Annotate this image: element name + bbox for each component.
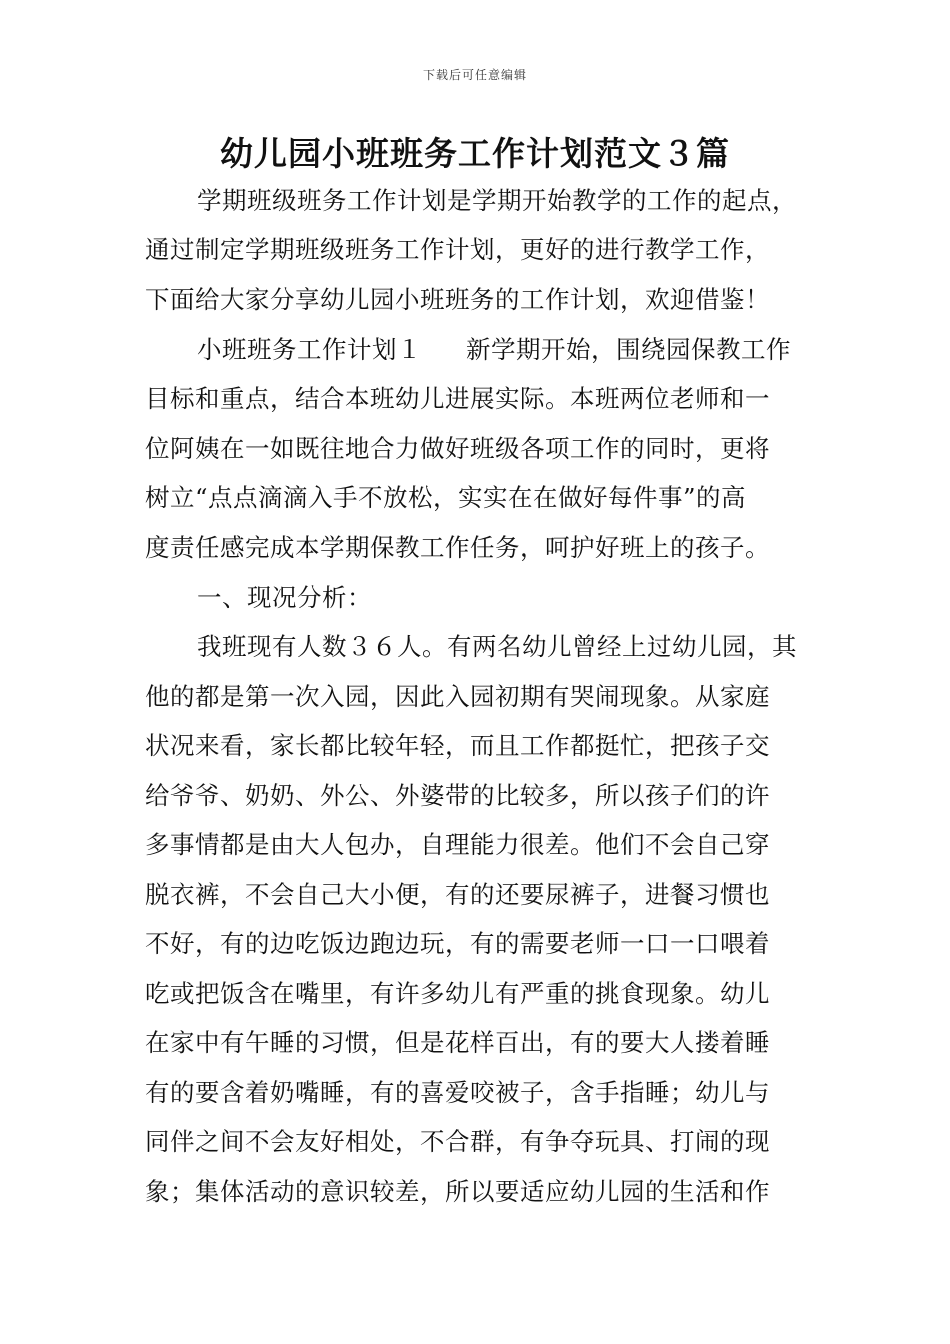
section1-line: 脱衣裤，不会自己大小便，有的还要尿裤子，进餐习惯也 xyxy=(145,880,770,909)
section1-line: 他的都是第一次入园，因此入园初期有哭闹现象。从家庭 xyxy=(145,682,770,711)
intro-line: 下面给大家分享幼儿园小班班务的工作计划，欢迎借鉴！ xyxy=(145,285,770,314)
plan1-line: 度责任感完成本学期保教工作任务，呵护好班上的孩子。 xyxy=(145,533,770,562)
plan1-line: 树立“点点滴滴入手不放松，实实在在做好每件事”的高 xyxy=(145,483,747,512)
header-note: 下载后可任意编辑 xyxy=(422,68,527,82)
section1-line: 在家中有午睡的习惯，但是花样百出，有的要大人搂着睡 xyxy=(145,1028,770,1057)
plan1-heading: 小班班务工作计划１ xyxy=(197,335,422,364)
section1-line: 多事情都是由大人包办，自理能力很差。他们不会自己穿 xyxy=(145,830,770,859)
section1-line: 给爷爷、奶奶、外公、外婆带的比较多，所以孩子们的许 xyxy=(145,781,770,810)
section1-line: 象；集体活动的意识较差，所以要适应幼儿园的生活和作 xyxy=(145,1177,770,1206)
section1-line: 状况来看，家长都比较年轻，而且工作都挺忙，把孩子交 xyxy=(145,731,770,760)
section1-line: 吃或把饭含在嘴里，有许多幼儿有严重的挑食现象。幼儿 xyxy=(145,979,770,1008)
plan1-line: 目标和重点，结合本班幼儿进展实际。本班两位老师和一 xyxy=(145,384,770,413)
plan1-first-line-text: 新学期开始，围绕园保教工作 xyxy=(466,335,791,364)
section-heading: 一、现况分析： xyxy=(197,583,372,612)
section1-line: 不好，有的边吃饭边跑边玩，有的需要老师一口一口喂着 xyxy=(145,929,770,958)
section1-line: 我班现有人数３６人。有两名幼儿曾经上过幼儿园，其 xyxy=(197,632,797,661)
plan1-line: 位阿姨在一如既往地合力做好班级各项工作的同时，更将 xyxy=(145,434,770,463)
intro-line: 学期班级班务工作计划是学期开始教学的工作的起点， xyxy=(197,186,797,215)
intro-line: 通过制定学期班级班务工作计划，更好的进行教学工作， xyxy=(145,235,770,264)
page-title: 幼儿园小班班务工作计划范文３篇 xyxy=(220,134,730,173)
section1-line: 有的要含着奶嘴睡，有的喜爱咬被子，含手指睡；幼儿与 xyxy=(145,1078,770,1107)
section1-line: 同伴之间不会友好相处，不合群，有争夺玩具、打闹的现 xyxy=(145,1127,770,1156)
plan1-first-line xyxy=(197,335,867,365)
